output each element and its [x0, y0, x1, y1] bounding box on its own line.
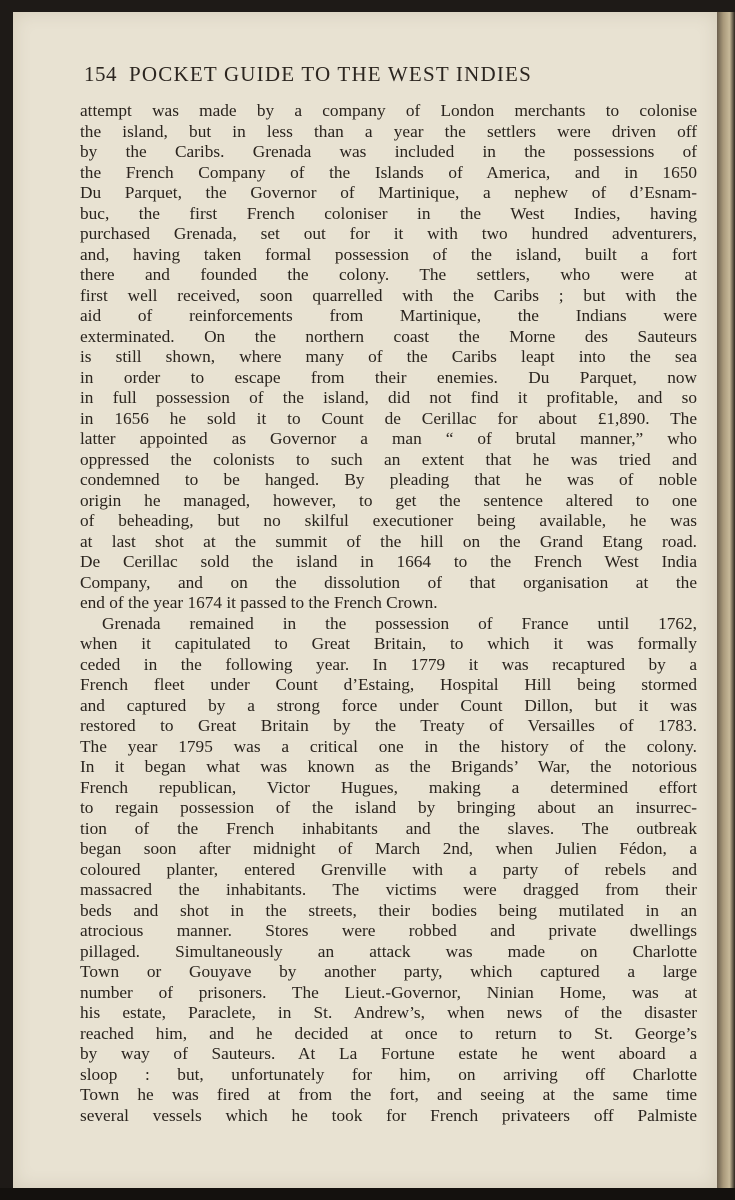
body-text [80, 101, 697, 1126]
text-line: at last shot at the summit of the hill on the Grand Etang road. [80, 531, 697, 551]
text-line: French fleet under Count d’Estaing, Hospital Hill being stormed [80, 675, 697, 694]
text-line: The year 1795 was a critical one in the history of the colony. [80, 736, 697, 756]
text-line: purchased Grenada, set out for it with two hundred adventurers, [80, 224, 697, 243]
text-line: massacred the inhabitants. The victims were dragged from their [80, 880, 697, 899]
text-line: Town he was fired at from the fort, and seeing at the same time [80, 1085, 697, 1104]
text-line: first well received, soon quarrelled with the Caribs ; but with the [80, 285, 697, 305]
text-line: beds and shot in the streets, their bodies being mutilated in an [80, 900, 697, 920]
text-line: ceded in the following year. In 1779 it was recaptured by a [80, 654, 697, 674]
text-line: pillaged. Simultaneously an attack was made on Charlotte [80, 941, 697, 961]
text-line: exterminated. On the northern coast the Morne des Sauteurs [80, 326, 697, 346]
running-head [84, 62, 684, 90]
text-line: oppressed the colonists to such an extent that he was tried and [80, 449, 697, 469]
text-line: to regain possession of the island by bringing about an insurrec- [80, 798, 697, 817]
text-line: In it began what was known as the Brigands’ War, the notorious [80, 757, 697, 776]
paragraph-end-line: end of the year 1674 it passed to the French Crown. [80, 593, 438, 612]
text-line: and, having taken formal possession of the island, built a fort [80, 244, 697, 264]
text-line: attempt was made by a company of London merchants to colonise [80, 101, 697, 120]
text-line: when it capitulated to Great Britain, to which it was formally [80, 634, 697, 653]
text-line: tion of the French inhabitants and the slaves. The outbreak [80, 818, 697, 838]
text-line: Company, and on the dissolution of that organisation at the [80, 572, 697, 592]
text-line: in order to escape from their enemies. Du Parquet, now [80, 367, 697, 387]
text-line: and captured by a strong force under Count Dillon, but it was [80, 695, 697, 715]
text-line: coloured planter, entered Grenville with a party of rebels and [80, 859, 697, 879]
running-head-title: POCKET GUIDE TO THE WEST INDIES [129, 62, 532, 86]
text-line: his estate, Paraclete, in St. Andrew’s, when news of the disaster [80, 1003, 697, 1022]
text-line: latter appointed as Governor a man “ of brutal manner,” who [80, 429, 697, 448]
text-line: condemned to be hanged. By pleading that he was of noble [80, 470, 697, 489]
text-line: by way of Sauteurs. At La Fortune estate he went aboard a [80, 1044, 697, 1063]
text-line: is still shown, where many of the Caribs leapt into the sea [80, 347, 697, 366]
text-line: the island, but in less than a year the settlers were driven off [80, 121, 697, 141]
text-line: the French Company of the Islands of America, and in 1650 [80, 162, 697, 182]
scan-bottom-edge [0, 1188, 735, 1200]
text-line: restored to Great Britain by the Treaty of Versailles of 1783. [80, 716, 697, 735]
text-line: French republican, Victor Hugues, making a determined effort [80, 777, 697, 797]
text-line: several vessels which he took for French privateers off Palmiste [80, 1105, 697, 1125]
text-line: De Cerillac sold the island in 1664 to the French West India [80, 552, 697, 571]
text-line: origin he managed, however, to get the sentence altered to one [80, 490, 697, 510]
text-line: buc, the first French coloniser in the West Indies, having [80, 203, 697, 223]
text-line: of beheading, but no skilful executioner being available, he was [80, 511, 697, 530]
text-line: sloop : but, unfortunately for him, on arriving off Charlotte [80, 1064, 697, 1084]
text-line: number of prisoners. The Lieut.-Governor, Ninian Home, was at [80, 982, 697, 1002]
text-line: by the Caribs. Grenada was included in the possessions of [80, 142, 697, 161]
text-line: in 1656 he sold it to Count de Cerillac for about £1,890. The [80, 408, 697, 428]
page-number: 154 [84, 62, 117, 86]
text-line: began soon after midnight of March 2nd, when Julien Fédon, a [80, 839, 697, 858]
text-line: there and founded the colony. The settlers, who were at [80, 265, 697, 284]
text-line: in full possession of the island, did not find it profitable, and so [80, 388, 697, 407]
text-line: atrocious manner. Stores were robbed and private dwellings [80, 921, 697, 940]
text-line: Du Parquet, the Governor of Martinique, a nephew of d’Esnam- [80, 183, 697, 202]
text-line: aid of reinforcements from Martinique, the Indians were [80, 306, 697, 325]
text-line: reached him, and he decided at once to return to St. George’s [80, 1023, 697, 1043]
text-line: Town or Gouyave by another party, which captured a large [80, 962, 697, 981]
page-edge-binding [717, 12, 735, 1188]
paragraph-start-line: Grenada remained in the possession of France until 1762, [102, 613, 697, 633]
